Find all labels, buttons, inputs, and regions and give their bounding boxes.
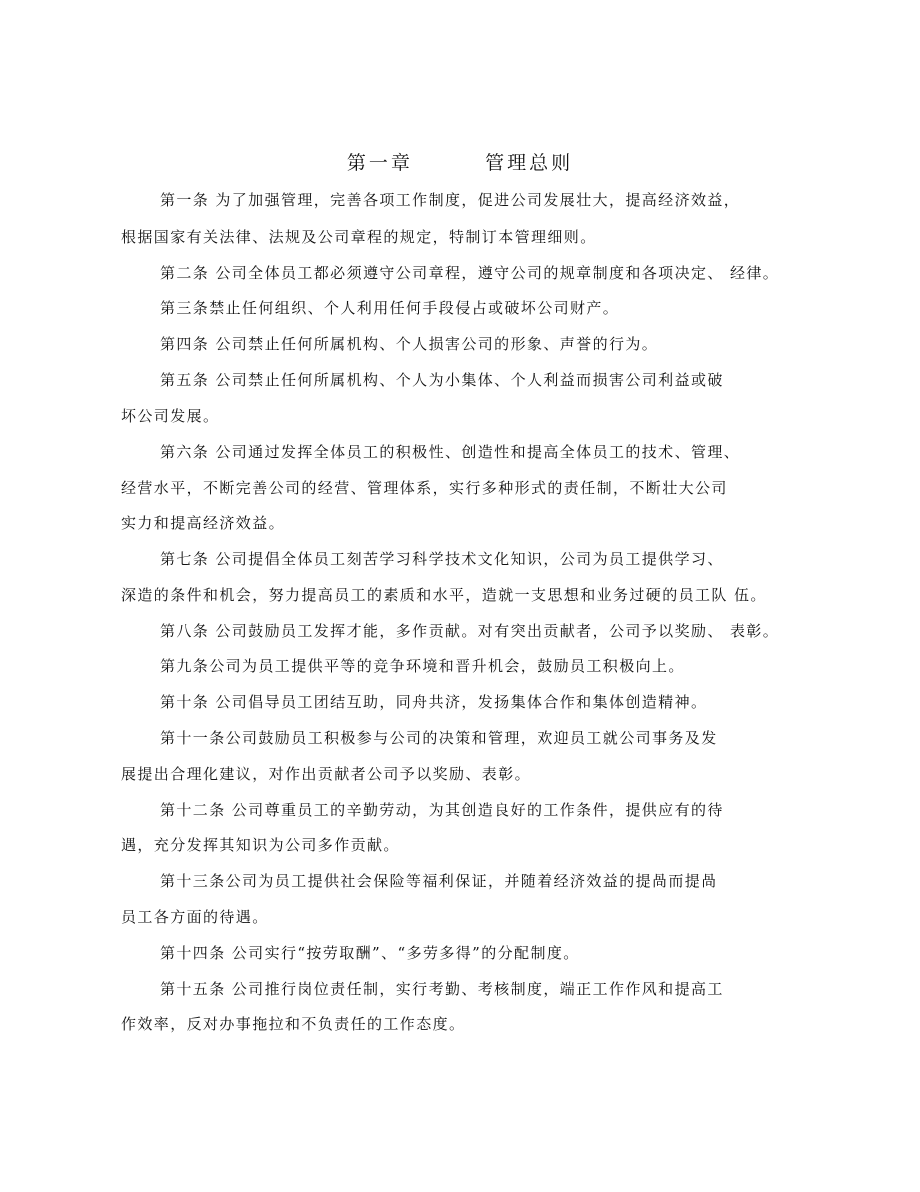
- article-9-line-1: 第九条公司为员工提供平等的竞争环境和晋升机会，鼓励员工积极向上。: [160, 657, 685, 675]
- article-1-line-1: 第一条 为了加强管理，完善各项工作制度，促进公司发展壮大，提高经济效益，: [160, 191, 741, 209]
- article-13-line-1: 第十三条公司为员工提供社会保险等福利保证，并随着经济效益的提咼而提咼: [160, 872, 718, 890]
- article-4-line-1: 第四条 公司禁止任何所属机构、个人损害公司的形象、声誉的行为。: [160, 335, 659, 353]
- article-6-line-3: 实力和提高经济效益。: [121, 514, 286, 532]
- article-5-line-1: 第五条 公司禁止任何所属机构、个人为小集体、个人利益而损害公司利益或破: [160, 371, 724, 389]
- article-2-line-1: 第二条 公司全体员工都必须遵守公司章程，遵守公司的规章制度和各项决定、 经律。: [160, 264, 780, 282]
- article-13-line-2: 员工各方面的待遇。: [121, 908, 269, 926]
- article-11-line-1: 第十一条公司鼓励员工积极参与公司的决策和管理，欢迎员工就公司事务及发: [160, 729, 718, 747]
- article-6-line-2: 经营水平，不断完善公司的经营、管理体系，实行多种形式的责任制，不断壮大公司: [121, 479, 728, 497]
- article-8-line-1: 第八条 公司鼓励员工发挥才能，多作贡献。对有突出贡献者，公司予以奖励、 表彰。: [160, 622, 780, 640]
- article-10-line-1: 第十条 公司倡导员工团结互助，同舟共济，发扬集体合作和集体创造精神。: [160, 693, 708, 711]
- article-12-line-1: 第十二条 公司尊重员工的辛勤劳动，为其创造良好的工作条件，提供应有的待: [160, 801, 724, 819]
- article-6-line-1: 第六条 公司通过发挥全体员工的积极性、创造性和提高全体员工的技术、管理、: [160, 443, 741, 461]
- article-7-line-2: 深造的条件和机会，努力提高员工的素质和水平，造就一支思想和业务过硬的员工队 伍。: [121, 586, 767, 604]
- article-11-line-2: 展提出合理化建议，对作出贡献者公司予以奖励、表彰。: [121, 765, 532, 783]
- article-15-line-2: 作效率，反对办事拖拉和不负责任的工作态度。: [121, 1015, 466, 1033]
- article-7-line-1: 第七条 公司提倡全体员工刻苦学习科学技术文化知识，公司为员工提供学习、: [160, 550, 724, 568]
- chapter-title: 第一章 管理总则: [346, 152, 574, 174]
- article-5-line-2: 坏公司发展。: [121, 407, 220, 425]
- article-15-line-1: 第十五条 公司推行岗位责任制，实行考勤、考核制度，端正工作作风和提高工: [160, 980, 724, 998]
- article-14-line-1: 第十四条 公司实行“按劳取酬”、“多劳多得”的分配制度。: [160, 944, 580, 962]
- article-3-line-1: 第三条禁止任何组织、个人利用任何手段侵占或破坏公司财产。: [160, 299, 620, 317]
- article-12-line-2: 遇，充分发挥其知识为公司多作贡献。: [121, 836, 400, 854]
- article-1-line-2: 根据国家有关法律、法规及公司章程的规定，特制订本管理细则。: [121, 228, 597, 246]
